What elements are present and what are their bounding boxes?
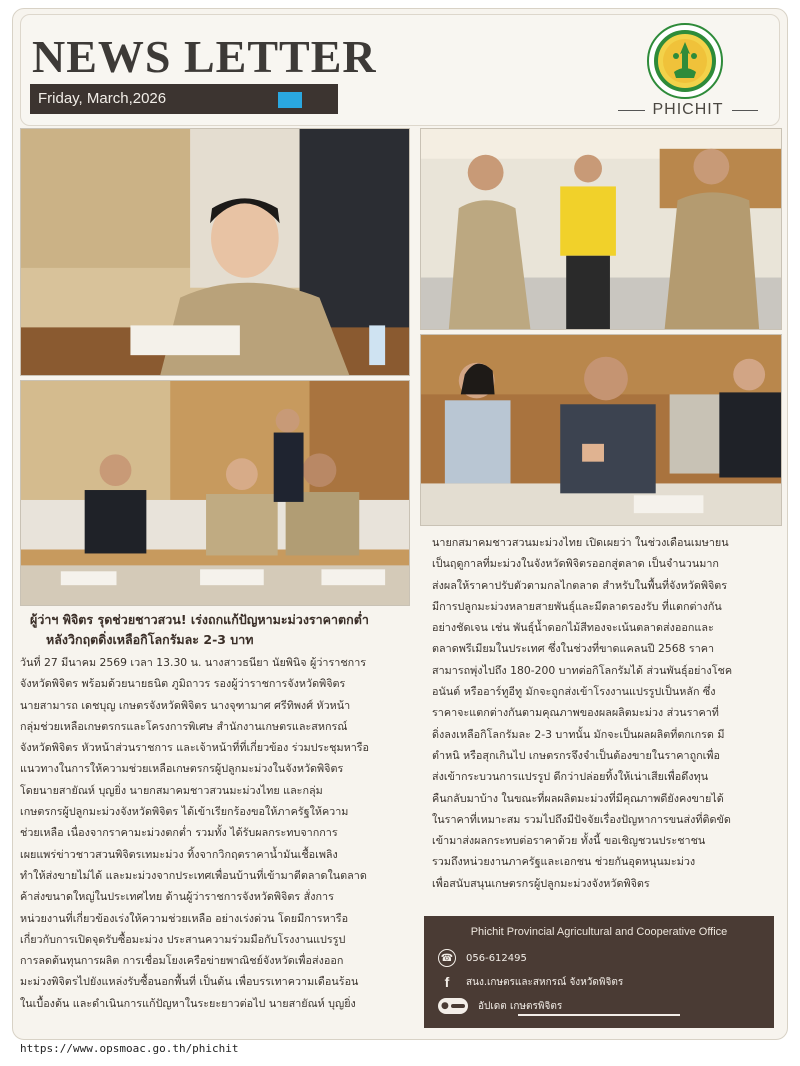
article-left-line: ในเบื้องต้น และดำเนินการแก้ปัญหาในระยะยาวต่อไป นายสายัณห์ บุญยิ่ง [20, 996, 356, 1010]
contact-line: อัปเดต เกษตรพิจิตร [478, 1000, 563, 1012]
article-right-line: ราคาจะแตกต่างกันตามคุณภาพของผลผลิตมะม่วง ส่วนราคาที่ [432, 706, 719, 720]
article-left-line: กลุ่มช่วยเหลือเกษตรกรและโครงการพิเศษ สำนักงานเกษตรและสหกรณ์ [20, 719, 348, 733]
article-left-line: เกษตรกรผู้ปลูกมะม่วงจังหวัดพิจิตร ได้เข้าเรียกร้องขอให้ภาครัฐให้ความ [20, 805, 349, 819]
article-left-line: แนวทางในการให้ความช่วยเหลือเกษตรกรผู้ปลูกมะม่วงในจังหวัดพิจิตร [20, 762, 344, 776]
contact-facebook: สนง.เกษตรและสหกรณ์ จังหวัดพิจิตร [466, 976, 624, 988]
article-right-line: อนันต์ หรืออาร์ทูอีทู มักจะถูกส่งเข้าโรงงานแปรรูปเป็นหลัก ซึ่ง [432, 685, 716, 699]
article-right-line: ในราคาที่เหมาะสม รวมไปถึงมีปัจจัยเรื่องปัญหาการขนส่งที่ติดขัด [432, 812, 731, 826]
article-right-line: เป็นฤดูกาลที่มะม่วงในจังหวัดพิจิตรออกสู่ตลาด เป็นจำนวนมาก [432, 557, 719, 571]
photo-meeting-table [20, 380, 410, 606]
agriculture-office-seal-icon [646, 22, 724, 100]
newsletter-title: NEWS LETTER [32, 31, 377, 82]
article-left-line: ช่วยเหลือ เนื่องจากราคามะม่วงตกต่ำ รวมทั้ง ได้รับผลกระทบจากการ [20, 826, 338, 840]
article-left-line: หน่วยงานที่เกี่ยวข้องเร่งให้ความช่วยเหลือ อย่างเร่งด่วน โดยมีการหารือ [20, 911, 349, 925]
article-left-line: เผยแพร่ข่าวชาวสวนพิจิตรเทมะม่วง ทิ้งจากวิกฤตราคาน้ำมันเชื้อเพลิง [20, 847, 338, 861]
brand-text: PHICHIT [652, 101, 724, 118]
article-right-line: มีการปลูกมะม่วงหลายสายพันธุ์และมีตลาดรองรับ ที่แตกต่างกัน [432, 599, 722, 613]
article-right-line: ส่งเข้ากระบวนการแปรรูป ดีกว่าปล่อยทิ้งให้เน่าเสียเพื่อดึงทุน [432, 770, 709, 784]
contact-phone: 056-612495 [466, 952, 527, 964]
article-left-line: การลดต้นทุนการผลิต การเชื่อมโยงเครือข่ายพาณิชย์จังหวัดเพื่อส่งออก [20, 954, 344, 968]
contact-line-row [438, 996, 562, 1016]
article-right-line: รวมถึงหน่วยงานภาครัฐและเอกชน ช่วยกันอุดหนุนมะม่วง [432, 855, 696, 869]
contact-underline [518, 1014, 680, 1016]
article-left-line: ทำให้ส่งขายไม่ได้ และมะม่วงจากประเทศเพื่อนบ้านที่เข้ามาตีตลาดในตลาด [20, 868, 367, 882]
brand-rule-right [732, 110, 759, 111]
article-right-line: ตำหนิ หรือสุกเกินไป เกษตรกรจึงจำเป็นต้องขายในราคาถูกเพื่อ [432, 748, 720, 762]
article-right-line: อย่างชัดเจน เช่น พันธุ์น้ำดอกไม้สีทองจะเน้นตลาดส่งออกและ [432, 621, 714, 635]
article-right-line: เข้ามาส่งผลกระทบต่อราคาด้วย ทั้งนี้ ขอเชิญชวนประชาชน [432, 834, 706, 848]
contact-facebook-row [438, 972, 623, 992]
photo-officials-talking-with-farmer [420, 128, 782, 330]
phone-icon: ☎ [438, 949, 456, 967]
photo-farmer-speaking [420, 334, 782, 526]
article-right-line: ส่งผลให้ราคาปรับตัวตามกลไกตลาด สำหรับในพื้นที่จังหวัดพิจิตร [432, 578, 728, 592]
article-body-right [432, 532, 782, 894]
article-left-line: นายสามารถ เดชบุญ เกษตรจังหวัดพิจิตร นางจุฑามาศ ศรีทิพงศ์ หัวหน้า [20, 698, 351, 712]
article-left-line: จังหวัดพิจิตร พร้อมด้วยนายธนิต ภูมิถาวร รองผู้ว่าราชการจังหวัดพิจิตร [20, 677, 346, 691]
line-icon: ● [438, 998, 468, 1014]
headline-line-2: หลังวิกฤตดิ่งเหลือกิโลกรัมละ 2-3 บาท [46, 632, 254, 647]
article-right-line: สามารถพุ่งไปถึง 180-200 บาทต่อกิโลกรัมได้ ส่วนพันธุ์อย่างโชค [432, 663, 733, 677]
website-url[interactable]: https://www.opsmoac.go.th/phichit [20, 1042, 239, 1055]
article-left-line: วันที่ 27 มีนาคม 2569 เวลา 13.30 น. นางสาวธนียา นัยพินิจ ผู้ว่าราชการ [20, 656, 367, 669]
article-left-line: ค้าส่งขนาดใหญ่ในประเทศไทย ด้านผู้ว่าราชการจังหวัดพิจิตร สั่งการ [20, 890, 334, 904]
article-right-line: คืนกลับมาบ้าง ในขณะที่ผลผลิตมะม่วงที่มีคุณภาพดียังคงขายได้ [432, 791, 724, 805]
contact-office-name: Phichit Provincial Agricultural and Cooperative Office [470, 926, 728, 938]
contact-phone-row [438, 948, 527, 968]
article-left-line: จังหวัดพิจิตร หัวหน้าส่วนราชการ และเจ้าหน้าที่ที่เกี่ยวข้อง ร่วมประชุมหารือ [20, 741, 370, 755]
facebook-icon: f [444, 974, 450, 990]
article-body-left [20, 652, 422, 1014]
photo-official-speaking [20, 128, 410, 376]
article-right-line: เพื่อสนับสนุนเกษตรกรผู้ปลูกมะม่วงจังหวัดพิจิตร [432, 876, 650, 890]
article-left-line: มะม่วงพิจิตรไปยังแหล่งรับซื้อนอกพื้นที่ เป็นต้น เพื่อบรรเทาความเดือนร้อน [20, 975, 359, 989]
article-left-line: เกี่ยวกับการเปิดจุดรับซื้อมะม่วง ประสานความร่วมมือกับโรงงานแปรรูป [20, 932, 346, 946]
accent-square [278, 92, 302, 108]
brand-rule-left [618, 110, 645, 111]
issue-date: Friday, March,2026 [38, 90, 167, 107]
brand-label [618, 100, 758, 120]
headline-line-1: ผู้ว่าฯ พิจิตร รุดช่วยชาวสวน! เร่งถกแก้ปัญหามะม่วงราคาตกต่ำ [30, 612, 369, 627]
article-headline [30, 610, 422, 650]
contact-box [424, 916, 774, 1028]
article-right-line: ตลาดพรีเมียมในประเทศ ซึ่งในช่วงที่ขาดแคลนปี 2568 ราคา [432, 642, 715, 656]
article-left-line: โดยนายสายัณห์ บุญยิ่ง นายกสมาคมชาวสวนมะม่วงไทย และกลุ่ม [20, 783, 323, 797]
article-right-line: ดิ่งลงเหลือกิโลกรัมละ 2-3 บาทนั้น มักจะเป็นผลผลิตที่ตกเกรด มี [432, 727, 725, 741]
article-right-line: นายกสมาคมชาวสวนมะม่วงไทย เปิดเผยว่า ในช่วงเดือนเมษายน [432, 536, 729, 549]
